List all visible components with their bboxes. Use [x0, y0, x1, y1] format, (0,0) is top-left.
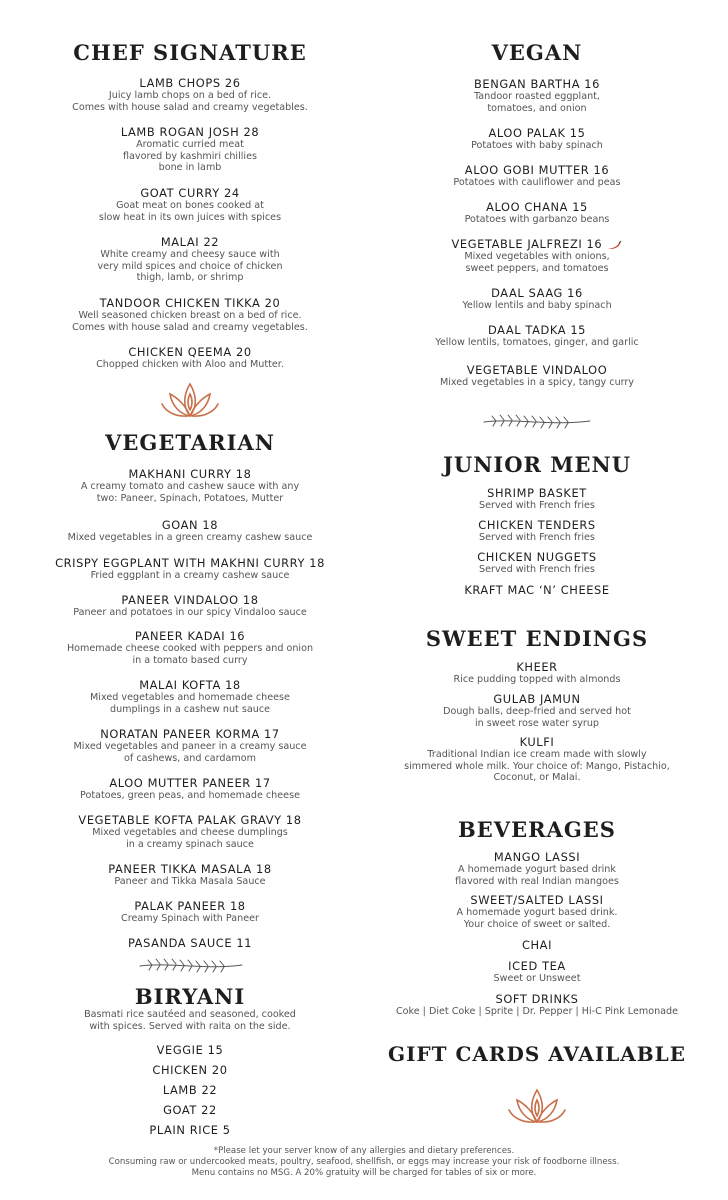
item-name: CHAI	[521, 938, 553, 952]
menu-item	[378, 487, 696, 512]
item-name: BENGAN BARTHA 16	[473, 77, 600, 91]
menu-item	[30, 679, 350, 715]
footer-line: *Please let your server know of any allergies and dietary preferences.	[213, 1146, 515, 1156]
item-desc: tomatoes, and onion	[487, 102, 587, 114]
menu-item	[378, 364, 696, 389]
item-desc: very mild spices and choice of chicken	[97, 260, 283, 272]
item-desc: Mixed vegetables and cheese dumplings	[92, 827, 288, 838]
item-name: ALOO CHANA 15	[486, 200, 588, 214]
menu-item	[30, 937, 350, 950]
item-desc: Sweet or Unsweet	[493, 973, 581, 984]
footer-line: Consuming raw or undercooked meats, poultry, seafood, shellfish, or eggs may increase your risk of foodborne illness.	[108, 1157, 620, 1167]
item-name: GOAT CURRY 24	[140, 186, 240, 200]
item-desc: Potatoes with cauliflower and peas	[453, 177, 621, 188]
menu-item	[378, 894, 696, 930]
item-name: CRISPY EGGPLANT WITH MAKHNI CURRY 18	[55, 556, 325, 570]
menu-item	[378, 287, 696, 312]
menu-item	[30, 814, 350, 850]
item-name: SOFT DRINKS	[495, 992, 579, 1006]
item-name: KHEER	[516, 660, 558, 674]
item-desc: sweet peppers, and tomatoes	[465, 262, 609, 274]
item-name: MANGO LASSI	[493, 850, 581, 864]
biryani-item: LAMB 22	[162, 1083, 218, 1097]
item-name: NORATAN PANEER KORMA 17	[100, 727, 280, 741]
junior-menu-title: JUNIOR MENU	[442, 452, 632, 477]
item-name: CHICKEN QEEMA 20	[128, 345, 252, 359]
item-name-row	[378, 238, 696, 251]
menu-item	[30, 777, 350, 802]
item-desc: Yellow lentils and baby spinach	[462, 300, 612, 311]
menu-item	[378, 584, 696, 597]
item-desc: dumplings in a cashew nut sauce	[109, 703, 271, 715]
item-desc: Served with French fries	[479, 564, 595, 575]
item-desc: Paneer and potatoes in our spicy Vindaloo sauce	[73, 607, 307, 618]
lotus-ornament-icon	[507, 1086, 567, 1126]
menu-item	[378, 324, 696, 349]
item-desc: simmered whole milk. Your choice of: Mango, Pistachio,	[404, 760, 670, 772]
item-desc: Comes with house salad and creamy vegetables.	[72, 321, 308, 333]
item-desc: Coke | Diet Coke | Sprite | Dr. Pepper | Hi-C Pink Lemonade	[395, 1006, 679, 1017]
item-desc: Mixed vegetables and homemade cheese	[90, 692, 290, 703]
menu-item	[378, 164, 696, 189]
menu-item	[378, 238, 696, 274]
menu-item	[378, 201, 696, 226]
item-desc: thigh, lamb, or shrimp	[136, 272, 244, 284]
item-desc: Paneer and Tikka Masala Sauce	[114, 876, 266, 887]
item-name: PANEER VINDALOO 18	[121, 593, 259, 607]
item-name: SWEET/SALTED LASSI	[470, 893, 604, 907]
item-desc: A creamy tomato and cashew sauce with any	[80, 481, 300, 492]
item-name: VEGETABLE KOFTA PALAK GRAVY 18	[78, 813, 302, 827]
item-desc: Yellow lentils, tomatoes, ginger, and garlic	[435, 337, 639, 348]
menu-item	[378, 993, 696, 1018]
item-name: LAMB ROGAN JOSH 28	[120, 125, 260, 139]
item-name: KULFI	[519, 735, 555, 749]
item-name: ALOO MUTTER PANEER 17	[109, 776, 271, 790]
item-desc: Juicy lamb chops on a bed of rice.	[108, 90, 272, 101]
item-name: PANEER KADAI 16	[134, 629, 246, 643]
gift-cards-banner: GIFT CARDS AVAILABLE	[388, 1042, 686, 1066]
vegan-title: VEGAN	[491, 40, 583, 65]
item-name: PASANDA SAUCE 11	[127, 936, 253, 950]
menu-item	[378, 551, 696, 576]
vegetarian-title: VEGETARIAN	[105, 430, 275, 455]
menu-item	[30, 77, 350, 113]
lotus-ornament-icon	[160, 380, 220, 420]
item-desc: A homemade yogurt based drink	[458, 864, 616, 875]
item-name: TANDOOR CHICKEN TIKKA 20	[99, 296, 281, 310]
menu-item	[30, 519, 350, 544]
item-name: MALAI KOFTA 18	[139, 678, 241, 692]
item-desc: White creamy and cheesy sauce with	[100, 249, 280, 260]
item-name: CHICKEN TENDERS	[478, 518, 596, 532]
footer-line: Menu contains no MSG. A 20% gratuity will be charged for tables of six or more.	[191, 1168, 537, 1178]
item-name: LAMB CHOPS 26	[139, 76, 241, 90]
item-name: VEGETABLE JALFREZI 16	[451, 237, 603, 251]
leaf-branch-ornament-icon	[138, 957, 244, 975]
item-desc: Tandoor roasted eggplant,	[474, 91, 600, 102]
beverages-title: BEVERAGES	[458, 817, 616, 842]
item-name: MAKHANI CURRY 18	[128, 467, 252, 481]
item-name: DAAL TADKA 15	[487, 323, 587, 337]
sweet-endings-title: SWEET ENDINGS	[425, 626, 649, 651]
item-desc: Chopped chicken with Aloo and Mutter.	[96, 359, 284, 370]
item-desc: flavored with real Indian mangoes	[455, 875, 619, 887]
biryani-item: VEGGIE 15	[156, 1043, 224, 1057]
item-desc: A homemade yogurt based drink.	[456, 907, 618, 918]
item-desc: Your choice of sweet or salted.	[463, 918, 611, 930]
menu-item	[30, 863, 350, 888]
item-desc: Rice pudding topped with almonds	[453, 674, 621, 685]
item-desc: Mixed vegetables in a spicy, tangy curry	[439, 377, 635, 388]
menu-item	[30, 126, 350, 174]
item-desc: in sweet rose water syrup	[475, 717, 599, 729]
menu-item	[378, 851, 696, 887]
menu-item	[378, 736, 696, 784]
biryani-description	[30, 1009, 350, 1032]
biryani-title: BIRYANI	[134, 984, 246, 1009]
menu-item	[378, 693, 696, 729]
item-name: ALOO GOBI MUTTER 16	[464, 163, 610, 177]
item-desc: Traditional Indian ice cream made with slowly	[427, 749, 647, 760]
item-desc: Potatoes with baby spinach	[471, 140, 603, 151]
menu-item	[30, 594, 350, 619]
item-desc: in a tomato based curry	[132, 654, 248, 666]
item-desc: Comes with house salad and creamy vegetables.	[72, 101, 308, 113]
item-desc: Served with French fries	[479, 532, 595, 543]
item-desc: Well seasoned chicken breast on a bed of rice.	[78, 310, 302, 321]
item-desc: bone in lamb	[158, 162, 222, 174]
menu-item	[378, 519, 696, 544]
item-name: GOAN 18	[161, 518, 219, 532]
menu-item	[378, 127, 696, 152]
menu-item	[30, 236, 350, 284]
item-name: DAAL SAAG 16	[491, 286, 583, 300]
item-name: KRAFT MAC ‘N’ CHEESE	[464, 583, 610, 597]
item-desc: Potatoes, green peas, and homemade cheese	[80, 790, 300, 801]
item-desc: Mixed vegetables and paneer in a creamy sauce	[73, 741, 307, 752]
item-desc: Goat meat on bones cooked at	[116, 200, 264, 211]
item-name: CHICKEN NUGGETS	[477, 550, 597, 564]
item-name: VEGETABLE VINDALOO	[466, 363, 608, 377]
item-name: ICED TEA	[508, 959, 566, 973]
item-name: GULAB JAMUN	[493, 692, 581, 706]
item-desc: Creamy Spinach with Paneer	[121, 913, 259, 924]
item-desc: Aromatic curried meat	[136, 139, 244, 150]
menu-item	[30, 728, 350, 764]
item-desc: Potatoes with garbanzo beans	[464, 214, 610, 225]
chili-pepper-icon	[606, 240, 622, 250]
chef-signature-title: CHEF SIGNATURE	[73, 40, 307, 65]
menu-item	[30, 630, 350, 666]
menu-item	[378, 960, 696, 985]
item-name: PANEER TIKKA MASALA 18	[108, 862, 272, 876]
menu-item	[30, 346, 350, 371]
menu-item	[378, 661, 696, 686]
item-desc: with spices. Served with raita on the side.	[89, 1020, 291, 1032]
item-desc: Served with French fries	[479, 500, 595, 511]
menu-item	[30, 557, 350, 582]
item-desc: Fried eggplant in a creamy cashew sauce	[90, 570, 290, 581]
item-desc: Coconut, or Malai.	[493, 772, 581, 784]
item-desc: in a creamy spinach sauce	[126, 838, 254, 850]
footer-disclaimer	[0, 1146, 728, 1179]
menu-item	[30, 900, 350, 925]
item-name: MALAI 22	[160, 235, 220, 249]
menu-item	[30, 468, 350, 504]
item-desc: Mixed vegetables with onions,	[464, 251, 610, 262]
item-desc: flavored by kashmiri chillies	[123, 150, 257, 162]
menu-item	[378, 939, 696, 952]
menu-item	[378, 78, 696, 114]
item-desc: of cashews, and cardamom	[124, 752, 256, 764]
item-desc: Homemade cheese cooked with peppers and onion	[66, 643, 314, 654]
menu-item	[30, 297, 350, 333]
item-desc: slow heat in its own juices with spices	[98, 211, 282, 223]
item-desc: Dough balls, deep-fried and served hot	[443, 706, 631, 717]
item-desc: Basmati rice sautéed and seasoned, cooked	[84, 1009, 296, 1020]
item-name: SHRIMP BASKET	[487, 486, 587, 500]
item-desc: two: Paneer, Spinach, Potatoes, Mutter	[96, 492, 284, 504]
item-name: PALAK PANEER 18	[134, 899, 246, 913]
menu-item	[30, 187, 350, 223]
item-name: ALOO PALAK 15	[488, 126, 586, 140]
biryani-item: PLAIN RICE 5	[149, 1123, 231, 1137]
biryani-item: GOAT 22	[163, 1103, 217, 1117]
biryani-item: CHICKEN 20	[152, 1063, 228, 1077]
item-desc: Mixed vegetables in a green creamy cashew sauce	[67, 532, 313, 543]
leaf-branch-ornament-icon	[482, 413, 592, 431]
